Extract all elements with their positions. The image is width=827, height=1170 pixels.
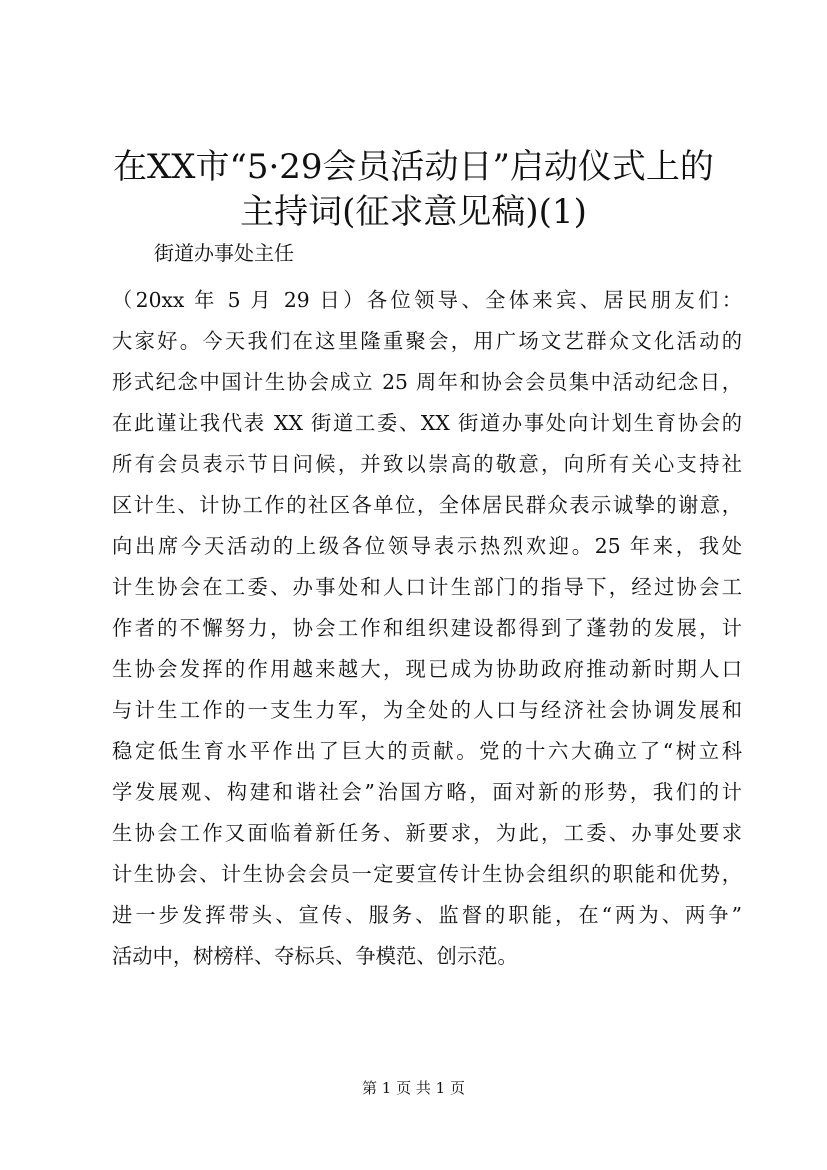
body-line: 生协会发挥的作用越来越大，现已成为协助政府推动新时期人口 xyxy=(112,657,742,681)
body-line: 所有会员表示节日问候，并致以崇高的敬意，向所有关心支持社 xyxy=(112,452,742,476)
document-title-line1: 在XX市“5·29会员活动日”启动仪式上的 xyxy=(113,147,714,187)
body-line: 作者的不懈努力，协会工作和组织建设都得到了蓬勃的发展，计 xyxy=(112,616,742,640)
body-line: 区计生、计协工作的社区各单位，全体居民群众表示诚挚的谢意， xyxy=(112,493,742,517)
body-line: 生协会工作又面临着新任务、新要求，为此，工委、办事处要求 xyxy=(112,821,742,845)
body-line: 大家好。今天我们在这里隆重聚会，用广场文艺群众文化活动的 xyxy=(112,329,742,353)
body-line: 学发展观、构建和谐社会”治国方略，面对新的形势，我们的计 xyxy=(112,780,742,804)
body-line: 向出席今天活动的上级各位领导表示热烈欢迎。25 年来，我处 xyxy=(112,534,742,558)
page-footer: 第 1 页 共 1 页 xyxy=(362,1079,465,1097)
body-paragraph xyxy=(112,280,742,977)
body-line: （20xx 年 5 月 29 日）各位领导、全体来宾、居民朋友们： xyxy=(112,288,742,312)
body-line: 进一步发挥带头、宣传、服务、监督的职能，在“两为、两争” xyxy=(112,903,742,927)
body-line: 在此谨让我代表 XX 街道工委、XX 街道办事处向计划生育协会的 xyxy=(112,411,742,435)
document-title-line2: 主持词(征求意见稿)(1) xyxy=(240,192,587,232)
author-line: 街道办事处主任 xyxy=(154,241,294,265)
body-line: 稳定低生育水平作出了巨大的贡献。党的十六大确立了“树立科 xyxy=(112,739,742,763)
body-line: 与计生工作的一支生力军，为全处的人口与经济社会协调发展和 xyxy=(112,698,742,722)
body-line: 活动中，树榜样、夺标兵、争模范、创示范。 xyxy=(112,944,518,968)
body-line: 形式纪念中国计生协会成立 25 周年和协会会员集中活动纪念日， xyxy=(112,370,742,394)
body-line: 计生协会、计生协会会员一定要宣传计生协会组织的职能和优势， xyxy=(112,862,742,886)
body-line: 计生协会在工委、办事处和人口计生部门的指导下，经过协会工 xyxy=(112,575,742,599)
